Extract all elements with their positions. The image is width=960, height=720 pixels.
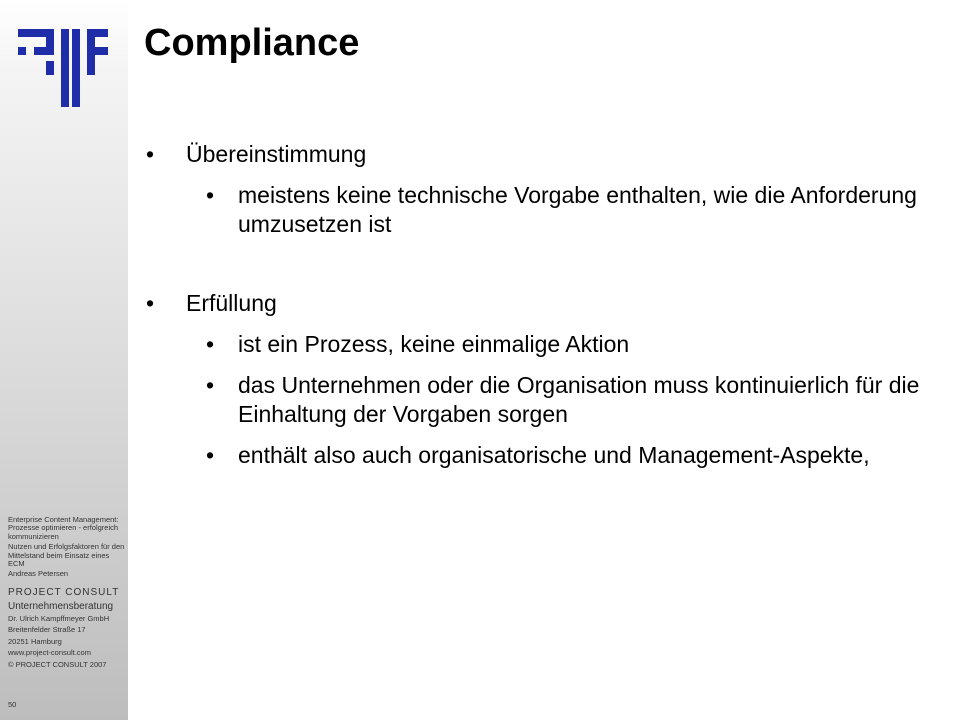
page-number: 50 <box>8 700 17 709</box>
footer-line: Andreas Petersen <box>8 569 69 579</box>
bullet-icon: • <box>206 331 215 357</box>
bullet-text: meistens keine technische Vorgabe enthalten, wie die Anforderung umzusetzen ist <box>238 182 917 237</box>
sub-bullet <box>144 181 934 239</box>
bullet-text: Übereinstimmung <box>186 141 367 167</box>
bullet-text: ist ein Prozess, keine einmalige Aktion <box>238 331 630 357</box>
bullet-icon: • <box>206 442 215 468</box>
company-subtitle: Unternehmensberatung <box>8 600 114 612</box>
sub-bullet <box>144 441 934 470</box>
bullet-text: das Unternehmen oder die Organisation muss kontinuierlich für die Einhaltung der Vorgaben sorgen <box>238 372 920 427</box>
footer-info <box>8 516 128 670</box>
bullet-icon: • <box>146 290 155 316</box>
project-consult-logo-icon <box>18 29 108 107</box>
bullet-icon: • <box>146 141 155 167</box>
sub-bullet <box>144 371 934 429</box>
bullet-icon: • <box>206 372 215 398</box>
copyright: © PROJECT CONSULT 2007 <box>8 659 107 669</box>
bullet-heading <box>144 289 934 318</box>
sub-bullet <box>144 330 934 359</box>
footer-line: Nutzen und Erfolgsfaktoren für den Mittelstand beim Einsatz eines ECM <box>8 542 125 569</box>
company-name: PROJECT CONSULT <box>8 586 120 598</box>
slide-title: Compliance <box>144 22 360 64</box>
address-line: Dr. Ulrich Kampffmeyer GmbH <box>8 613 110 623</box>
bullet-heading <box>144 140 934 169</box>
address-line: 20251 Hamburg <box>8 636 62 646</box>
bullet-text: Erfüllung <box>186 290 277 316</box>
footer-line: Enterprise Content Management: Prozesse optimieren - erfolgreich kommunizieren <box>8 515 119 541</box>
bullet-text: enthält also auch organisatorische und Management-Aspekte, <box>238 442 870 468</box>
bullet-icon: • <box>206 182 215 208</box>
slide-content <box>144 140 934 482</box>
sidebar <box>0 0 128 720</box>
address-line: Breitenfelder Straße 17 <box>8 625 86 635</box>
website-link[interactable]: www.project-consult.com <box>8 648 91 658</box>
